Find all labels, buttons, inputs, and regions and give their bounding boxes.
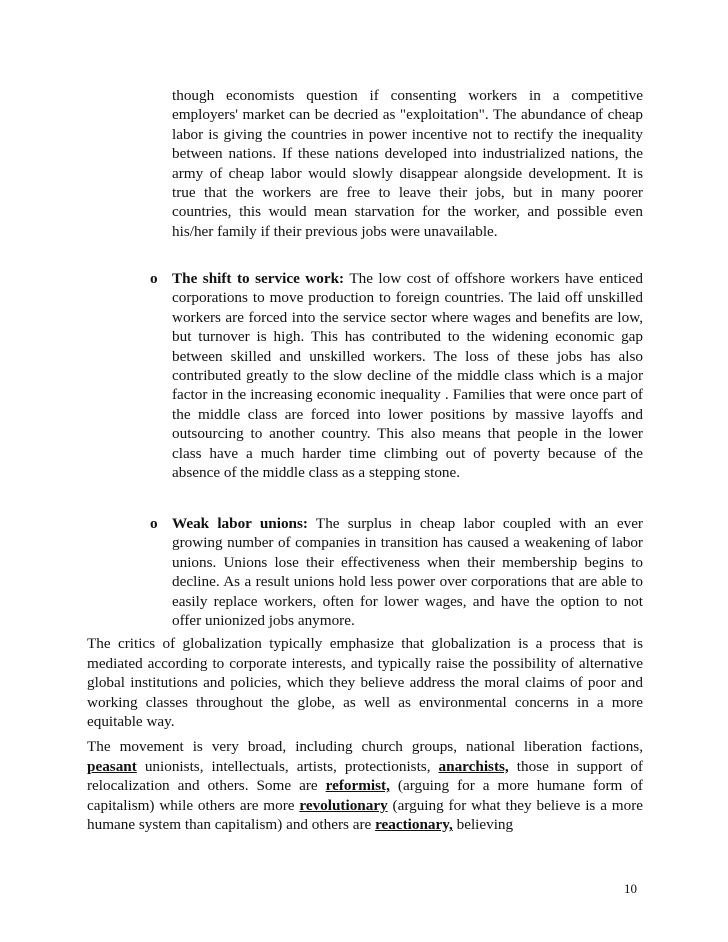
paragraph-text: (arguing for a more humane form of capitalism) while others are more [87, 777, 643, 814]
bullet-item-service-work [150, 269, 644, 482]
bullet-text: The low cost of offshore workers have enticed corporations to move production to foreign countries. The laid off unskilled workers are forced into the service sector where wages and benefits are low, but turnover is high. This has contributed to the widening economic gap between skilled and unskilled workers. The loss of these jobs has also contributed greatly to the slow decline of the middle class which is a major factor in the increasing economic inequality . Families that were once part of the middle class are forced into lower positions by massive layoffs and outsourcing to another country. This also means that people in the lower class have a much harder time climbing out of poverty because of the absence of the middle class as a stepping stone. [172, 270, 644, 482]
bullet-marker: o [150, 270, 158, 287]
keyword-link-reactionary[interactable]: reactionary, [375, 816, 453, 834]
keyword-link-anarchists[interactable]: anarchists, [438, 757, 509, 775]
critics-paragraph: The critics of globalization typically emphasize that globalization is a process that is mediated according to corporate interests, and typically raise the possibility of alternative global institutions and policies, which they believe address the moral claims of poor and working classes throughout the globe, as well as environmental concerns in a more equitable way. [87, 635, 643, 731]
paragraph-text: unionists, intellectuals, artists, protectionists, [136, 757, 439, 775]
movement-paragraph [87, 737, 643, 835]
bullet-item-labor-unions [150, 514, 643, 630]
keyword-link-reformist[interactable]: reformist, [325, 777, 390, 795]
bullet-text: The surplus in cheap labor coupled with an ever growing number of companies in transition has caused a weakening of labor unions. Unions lose their effectiveness when their membership begins to decline. As a result unions hold less power over corporations that are able to easily replace workers, often for lower wages, and have the option to not offer unionized jobs anymore. [172, 515, 643, 630]
keyword-link-revolutionary[interactable]: revolutionary [299, 796, 388, 814]
paragraph-text: (arguing for what they believe is a more humane system than capitalism) and others are [87, 796, 643, 834]
paragraph-text: those in support of relocalization and others. Some are [87, 757, 643, 795]
paragraph-text: The movement is very broad, including church groups, national liberation factions, [87, 738, 643, 755]
bullet-marker: o [150, 515, 158, 532]
bullet-title: Weak labor unions: [172, 515, 308, 532]
bullet-title: The shift to service work: [172, 270, 345, 287]
continuation-paragraph: though economists question if consenting workers in a competitive employers' market can be decried as "exploitation". The abundance of cheap labor is giving the countries in power incentive not to rectify the inequality between nations. If these nations developed into industrialized nations, the army of cheap labor would slowly disappear alongside development. It is true that the workers are free to leave their jobs, but in many poorer countries, this would mean starvation for the worker, and possible even his/her family if their previous jobs were unavailable. [172, 87, 643, 240]
keyword-link-peasant[interactable]: peasant [87, 757, 137, 775]
page-number: 10 [624, 881, 637, 896]
paragraph-text: believing [452, 816, 514, 834]
